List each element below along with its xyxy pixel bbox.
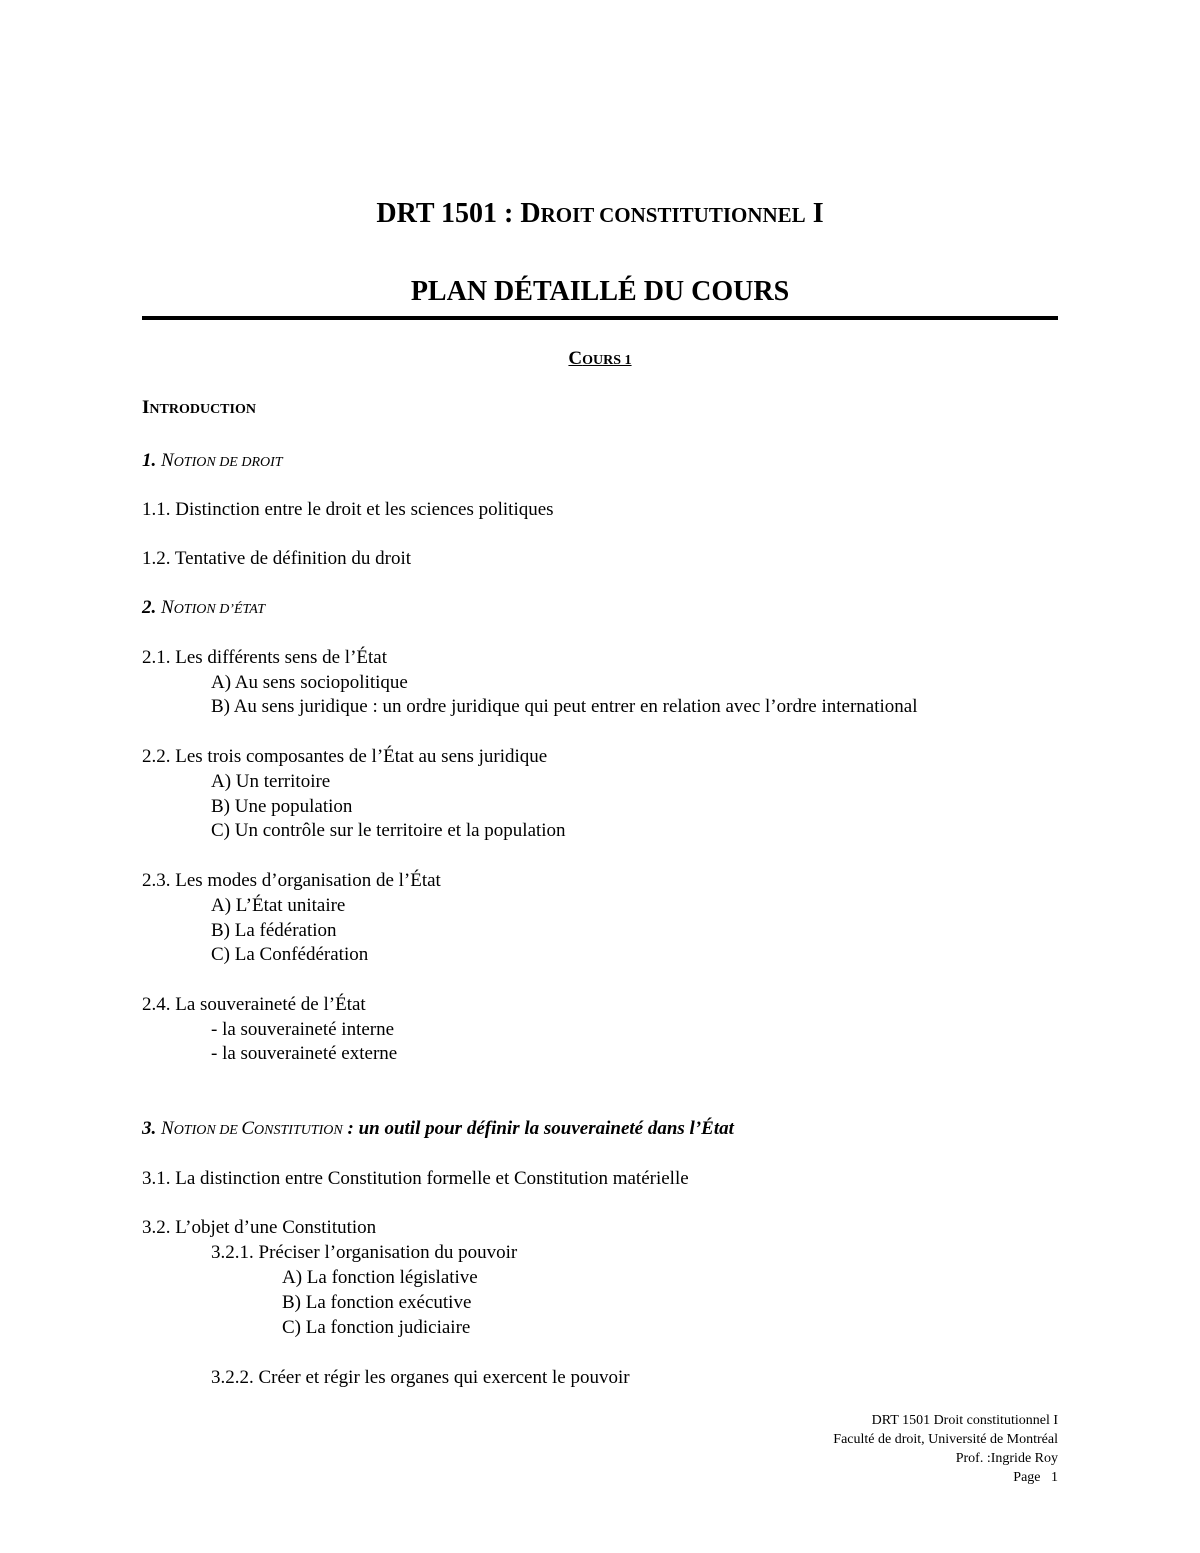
title-rest: ROIT CONSTITUTIONNEL [540,203,806,227]
footer-page-number: Page 1 [1013,1470,1058,1485]
item-2-3-c: C) La Confédération [211,944,369,965]
item-2-1-b: B) Au sens juridique : un ordre juridique qui peut entrer en relation avec l’ordre international [211,696,918,717]
item-2-1-a: A) Au sens sociopolitique [211,672,408,693]
item-2-4-a: - la souveraineté interne [211,1019,395,1040]
item-3-2-1-c: C) La fonction judiciaire [282,1317,471,1338]
item-2-3-a: A) L’État unitaire [211,895,346,916]
footer-course: DRT 1501 Droit constitutionnel I [871,1413,1058,1428]
introduction-first: I [142,397,150,418]
item-2-2-b: B) Une population [211,796,353,817]
section-2-heading [142,596,265,622]
item-2-1: 2.1. Les différents sens de l’État [142,647,387,668]
section-3-tail: : un outil pour définir la souveraineté dans l’État [342,1118,734,1139]
item-3-2-1: 3.2.1. Préciser l’organisation du pouvoir [211,1242,518,1263]
introduction-rest: NTRODUCTION [149,402,256,417]
section-1-heading [142,449,283,475]
item-3-2-2: 3.2.2. Créer et régir les organes qui exercent le pouvoir [211,1367,630,1388]
section-2-rest: OTION D’ÉTAT [173,602,266,617]
cours-first: C [568,348,583,369]
section-1-num: 1. [142,450,161,471]
footer-professor: Prof. :Ingride Roy [955,1451,1058,1466]
cours-heading [0,347,1200,373]
document-title [0,196,1200,233]
section-3-first: N [161,1118,174,1139]
section-1-rest: OTION DE DROIT [173,455,283,470]
footer-faculty: Faculté de droit, Université de Montréal [833,1432,1058,1447]
section-2-first: N [161,597,174,618]
title-suffix: I [805,198,824,229]
item-3-1: 3.1. La distinction entre Constitution formelle et Constitution matérielle [142,1168,689,1189]
item-2-2-c: C) Un contrôle sur le territoire et la population [211,820,566,841]
section-3-num: 3. [142,1118,161,1139]
title-first-letter: D [520,198,541,229]
introduction-heading [142,396,256,422]
section-3-first2: C [241,1118,255,1139]
item-3-2: 3.2. L’objet d’une Constitution [142,1217,377,1238]
section-2-num: 2. [142,597,161,618]
title-divider [142,316,1058,320]
item-2-3: 2.3. Les modes d’organisation de l’État [142,870,441,891]
item-1-2: 1.2. Tentative de définition du droit [142,548,412,569]
cours-rest: OURS 1 [582,353,632,368]
item-2-2: 2.2. Les trois composantes de l’État au sens juridique [142,746,548,767]
page-footer [833,1411,1058,1487]
section-3-rest1: OTION DE [173,1123,242,1138]
item-2-4-b: - la souveraineté externe [211,1043,398,1064]
item-3-2-1-b: B) La fonction exécutive [282,1292,472,1313]
item-2-3-b: B) La fédération [211,920,337,941]
item-2-2-a: A) Un territoire [211,771,331,792]
document-subtitle: PLAN DÉTAILLÉ DU COURS [410,276,790,307]
section-1-first: N [161,450,174,471]
item-1-1: 1.1. Distinction entre le droit et les sciences politiques [142,499,554,520]
item-2-4: 2.4. La souveraineté de l’État [142,994,366,1015]
section-3-rest2: ONSTITUTION [254,1123,343,1138]
item-3-2-1-a: A) La fonction législative [282,1267,478,1288]
section-3-heading [142,1117,734,1143]
title-code: DRT 1501 : [376,198,521,229]
